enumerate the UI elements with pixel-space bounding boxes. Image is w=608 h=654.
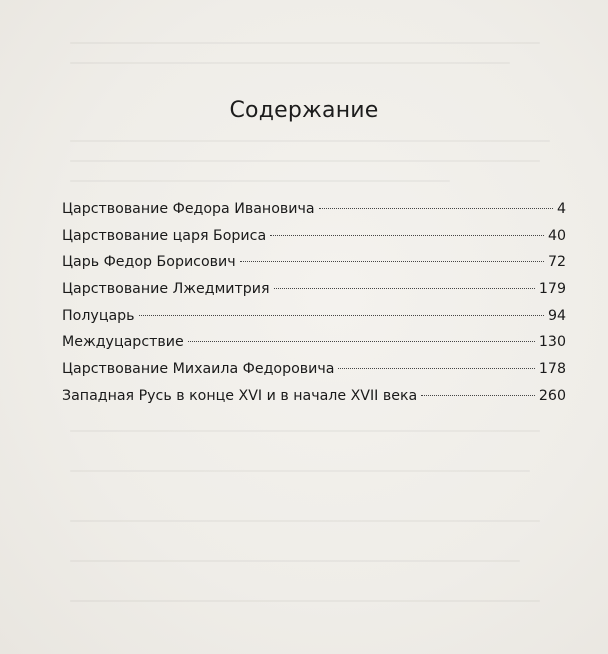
bleed-through-line: [70, 430, 540, 432]
dot-leader: [188, 341, 535, 342]
dot-leader: [274, 288, 535, 289]
bleed-through-line: [70, 160, 540, 162]
dot-leader: [139, 315, 544, 316]
toc-entry-title: Царствование Лжедмитрия: [62, 281, 270, 298]
dot-leader: [338, 368, 534, 369]
bleed-through-line: [70, 520, 540, 522]
toc-page-number: 178: [538, 361, 566, 378]
toc-page-number: 4: [556, 201, 566, 217]
toc-entry[interactable]: [62, 249, 566, 276]
toc-page-number: 260: [538, 387, 566, 404]
bleed-through-line: [70, 42, 540, 44]
dot-leader: [240, 261, 544, 262]
bleed-through-line: [70, 180, 450, 182]
toc-entry[interactable]: [62, 303, 566, 330]
toc-page-number: 72: [547, 254, 566, 271]
bleed-through-line: [70, 470, 530, 472]
dot-leader: [270, 235, 544, 236]
toc-entry[interactable]: [62, 223, 566, 250]
toc-entry[interactable]: [62, 329, 566, 356]
dot-leader: [421, 395, 535, 396]
table-of-contents: [62, 196, 566, 410]
toc-entry-title: Царь Федор Борисович: [62, 254, 236, 271]
toc-entry-title: Полуцарь: [62, 307, 135, 324]
toc-page-number: 40: [547, 227, 566, 244]
toc-page-number: 94: [547, 307, 566, 324]
toc-entry-title: Царствование царя Бориса: [62, 227, 267, 244]
dot-leader: [319, 208, 553, 209]
bleed-through-line: [70, 62, 510, 64]
toc-entry-title: Царствование Федора Ивановича: [62, 201, 315, 217]
contents-heading: Содержание: [229, 98, 379, 123]
toc-entry-title: Междуцарствие: [62, 334, 184, 351]
toc-entry[interactable]: [62, 276, 566, 303]
toc-entry[interactable]: [62, 356, 566, 383]
toc-page-number: 179: [538, 281, 566, 298]
bleed-through-line: [70, 560, 520, 562]
toc-entry-title: Западная Русь в конце XVI и в начале XVII века: [62, 387, 418, 404]
toc-entry[interactable]: [62, 383, 566, 410]
toc-entry-title: Царствование Михаила Федоровича: [62, 361, 335, 378]
toc-entry[interactable]: [62, 196, 566, 223]
bleed-through-line: [70, 600, 540, 602]
toc-page-number: 130: [538, 334, 566, 351]
bleed-through-line: [70, 140, 550, 142]
